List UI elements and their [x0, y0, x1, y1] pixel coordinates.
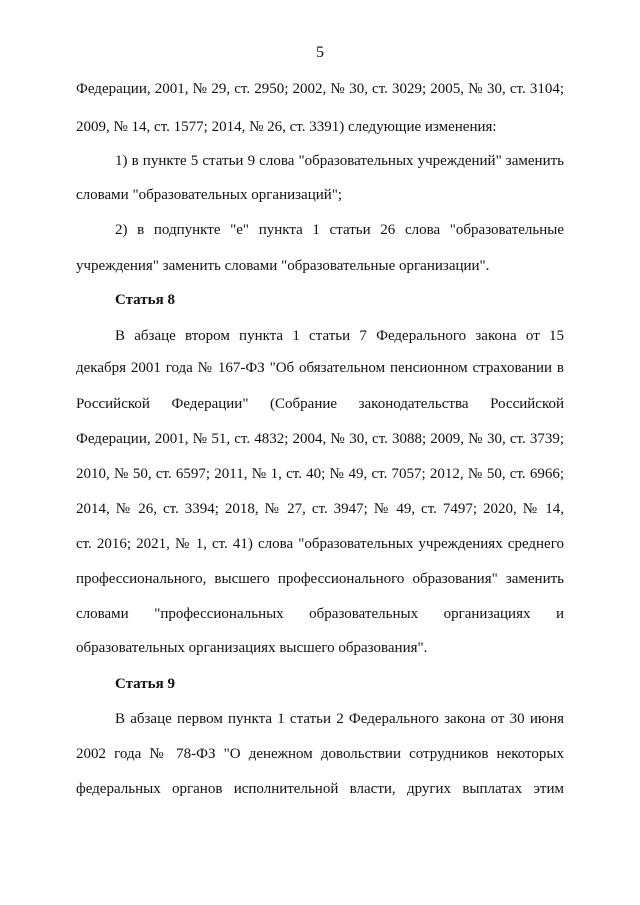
page-number: 5 — [316, 44, 324, 61]
intro-line-2: 2009, № 14, ст. 1577; 2014, № 26, ст. 3391) следующие изменения: — [76, 119, 497, 135]
article-8-line: В абзаце втором пункта 1 статьи 7 Федерального закона от 15 — [115, 328, 564, 344]
article-9-line: федеральных органов исполнительной власти, других выплатах этим — [76, 781, 564, 797]
article-8-line: 2010, № 50, ст. 6597; 2011, № 1, ст. 40; № 49, ст. 7057; 2012, № 50, ст. 6966; — [76, 466, 564, 482]
article-8-heading: Статья 8 — [115, 292, 175, 308]
intro-line-1: Федерации, 2001, № 29, ст. 2950; 2002, № 30, ст. 3029; 2005, № 30, ст. 3104; — [76, 81, 564, 97]
article-8-line: ст. 2016; 2021, № 1, ст. 41) слова "образовательных учреждениях среднего — [76, 536, 564, 552]
article-8-line: словами "профессиональных образовательных организациях и — [76, 606, 564, 622]
item2-line-1: 2) в подпункте "е" пункта 1 статьи 26 слова "образовательные — [115, 222, 564, 238]
item1-line-2: словами "образовательных организаций"; — [76, 187, 343, 203]
article-9-line: 2002 года № 78-ФЗ "О денежном довольствии сотрудников некоторых — [76, 746, 564, 762]
article-8-line: декабря 2001 года № 167-ФЗ "Об обязательном пенсионном страховании в — [76, 360, 564, 376]
article-8-line: Российской Федерации" (Собрание законодательства Российской — [76, 396, 564, 412]
item2-line-2: учреждения" заменить словами "образовательные организации". — [76, 258, 490, 274]
article-9-line: В абзаце первом пункта 1 статьи 2 Федерального закона от 30 июня — [115, 711, 564, 727]
article-8-line: 2014, № 26, ст. 3394; 2018, № 27, ст. 3947; № 49, ст. 7497; 2020, № 14, — [76, 501, 564, 517]
article-9-heading: Статья 9 — [115, 676, 175, 692]
article-8-line: Федерации, 2001, № 51, ст. 4832; 2004, № 30, ст. 3088; 2009, № 30, ст. 3739; — [76, 431, 564, 447]
item1-line-1: 1) в пункте 5 статьи 9 слова "образовательных учреждений" заменить — [115, 153, 564, 169]
article-8-line: образовательных организациях высшего образования". — [76, 640, 428, 656]
article-8-line: профессионального, высшего профессионального образования" заменить — [76, 571, 564, 587]
